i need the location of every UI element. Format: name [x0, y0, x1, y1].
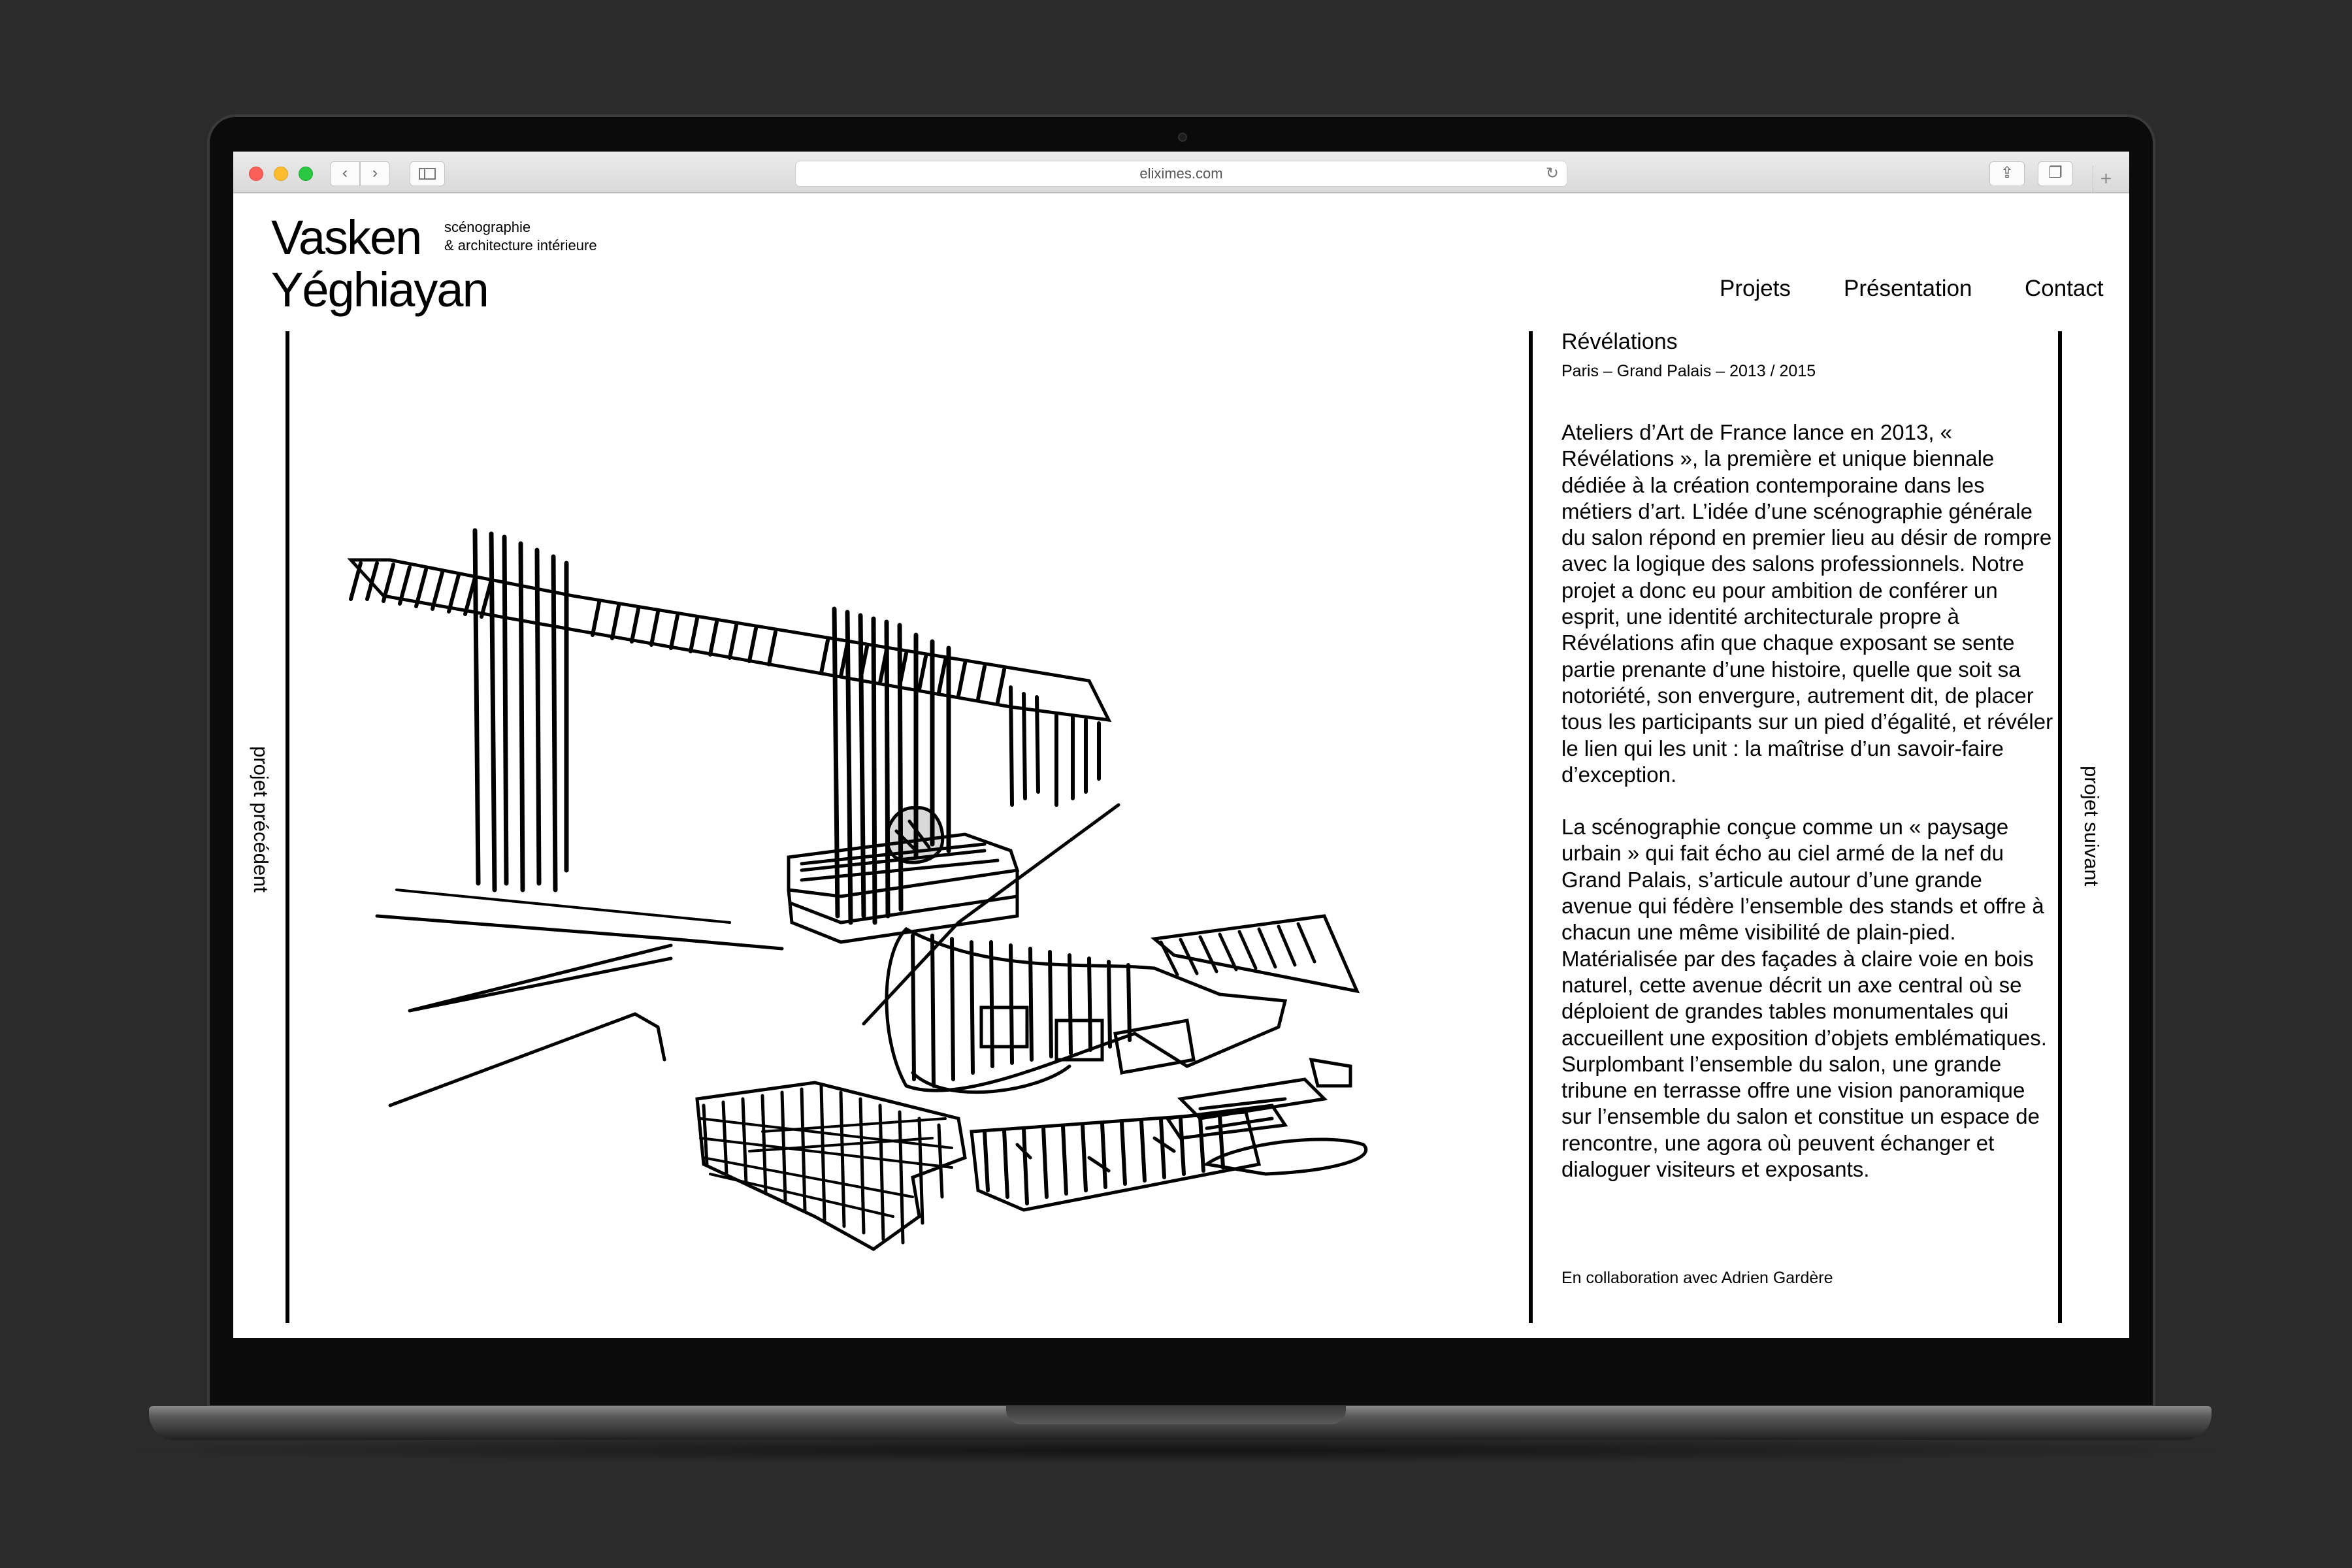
- tab-overview-button[interactable]: [2038, 161, 2073, 186]
- nav-presentation[interactable]: Présentation: [1844, 276, 1972, 301]
- plus-icon: +: [2100, 168, 2112, 189]
- logo-line-2: Yéghiayan: [271, 263, 488, 317]
- share-icon: ⇪: [2000, 164, 2014, 182]
- share-button[interactable]: [1989, 161, 2025, 186]
- address-bar[interactable]: [795, 161, 1567, 187]
- minimize-window-button[interactable]: [274, 167, 288, 181]
- new-tab-button[interactable]: [2093, 166, 2119, 192]
- browser-toolbar: [233, 152, 2129, 193]
- sidebar-icon: [419, 168, 436, 180]
- left-divider: [286, 331, 289, 1323]
- camera-icon: [1178, 133, 1187, 142]
- laptop-shadow: [98, 1437, 2254, 1463]
- sidebar-toggle-button[interactable]: [410, 161, 445, 186]
- tagline-line-2: & architecture intérieure: [444, 237, 597, 253]
- project-collaboration: En collaboration avec Adrien Gardère: [1561, 1269, 1833, 1287]
- url-text: eliximes.com: [1139, 165, 1223, 182]
- middle-divider: [1529, 331, 1533, 1323]
- nav-projets[interactable]: Projets: [1720, 276, 1791, 301]
- zoom-window-button[interactable]: [299, 167, 313, 181]
- chevron-right-icon: ›: [372, 164, 378, 182]
- tagline-line-1: scénographie: [444, 219, 531, 235]
- project-description: [1561, 419, 2058, 1183]
- project-sketch-image: [305, 348, 1520, 1321]
- browser-window: [233, 152, 2129, 1338]
- chevron-left-icon: ‹: [342, 164, 348, 182]
- forward-button[interactable]: [360, 161, 390, 186]
- previous-project-link[interactable]: projet précédent: [250, 746, 272, 893]
- description-paragraph-2: La scénographie conçue comme un « paysage urbain » qui fait écho au ciel armé de la nef du Grand Palais, s’articule autour d’une grande avenue qui fédère l’ensemble des stands et offre à chacun une même visibilité de plain-pied. Matérialisée par des façades à claire voie en bois naturel, cette avenue décrit un axe central où se déploient de grandes tables monumentales qui accueillent une exposition d’objets emblématiques. Surplombant l’ensemble du salon, une grande tribune en terrasse offre une vision panoramique sur l’ensemble du salon et constitue un espace de rencontre, une agora où peuvent échanger et dialoguer visiteurs et exposants.: [1561, 815, 2047, 1182]
- project-title: Révélations: [1561, 329, 1678, 354]
- nav-contact[interactable]: Contact: [2025, 276, 2104, 301]
- reload-icon[interactable]: ↻: [1545, 165, 1559, 182]
- close-window-button[interactable]: [249, 167, 263, 181]
- back-button[interactable]: [330, 161, 360, 186]
- laptop-notch: [1006, 1406, 1346, 1424]
- description-paragraph-1: Ateliers d’Art de France lance en 2013, « Révélations », la première et unique biennale dédiée à la création contemporaine dans les métiers d’art. L’idée d’une scénographie générale du salon répond en premier lieu au désir de rompre avec la logique des salons professionnels. Notre projet a donc eu pour ambition de conférer un esprit, une identité architecturale propre à Révélations afin que chaque exposant se sente partie prenante d’une histoire, quelle que soit sa notoriété, son envergure, autrement dit, de placer tous les participants sur un pied d’égalité, et révéler le lien qui les unit : la maîtrise d’un savoir-faire d’exception.: [1561, 420, 2053, 787]
- tabs-icon: ❐: [2048, 164, 2063, 182]
- project-meta: Paris – Grand Palais – 2013 / 2015: [1561, 362, 1816, 380]
- logo-line-1: Vasken: [271, 210, 421, 265]
- next-project-link[interactable]: projet suivant: [2080, 766, 2103, 887]
- site-tagline: [444, 218, 597, 255]
- right-divider: [2058, 331, 2062, 1323]
